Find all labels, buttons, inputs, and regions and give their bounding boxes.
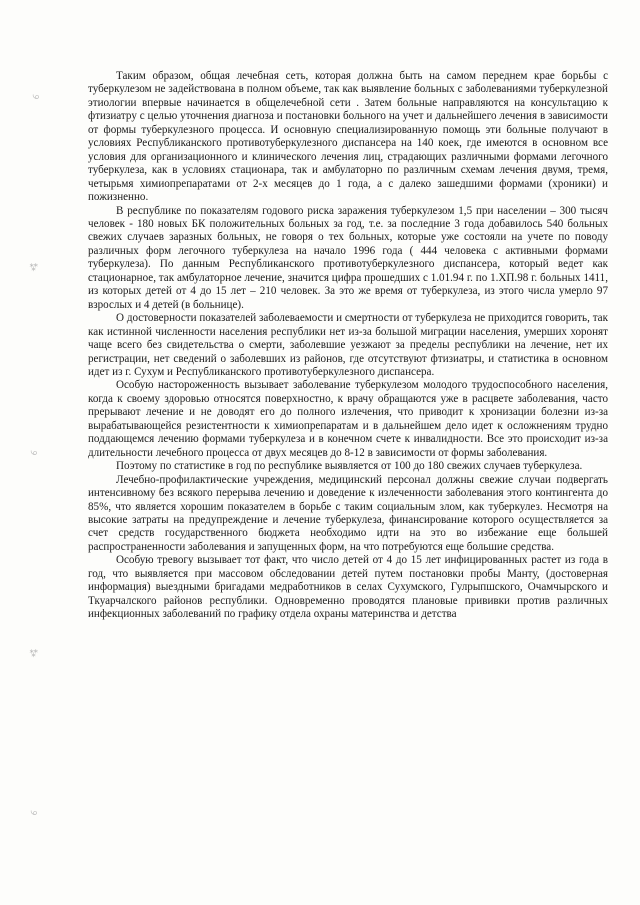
paragraph: О достоверности показателей заболеваемости и смертности от туберкулеза не приходится говорить, так как истинной численности населения республики нет из-за большой миграции населения, умерших хоронят чаще всего без свидетельства о смерти, заболевшие уезжают за пределы республики на лечение, нет их регистрации, нет сведений о заболевших из районов, где отсутствуют фтизиатры, и статистика в основном идет из г. Сухум и Республиканского противотуберкулезного диспансера. xyxy=(88,312,608,378)
paragraph: Таким образом, общая лечебная сеть, которая должна быть на самом переднем крае борьбы с туберкулезом не задействована в полном объеме, так как выявление больных с заболеваниями туберкулезной этиологии впервые начинается в общелечебной сети . Затем больные направляются на консультацию к фтизиатру с целью уточнения диагноза и постановки больного на учет и дальнейшего лечения в зависимости от формы туберкулезного процесса. И основную специализированную помощь эти больные получают в условиях Республиканского противотуберкулезного диспансера на 140 коек, где имеются в основном все условия для организационного и клинического лечения лиц, страдающих различными формами легочного туберкулеза, как в условиях стационара, так и амбулаторно по различным схемам лечения двумя, тремя, четырьмя химиопрепаратами от 2-х месяцев до 1 года, а с далеко зашедшими формами (хроники) и пожизненно. xyxy=(88,70,608,204)
margin-scribble: ⁂ xyxy=(27,260,42,274)
paragraph: Особую настороженность вызывает заболевание туберкулезом молодого трудоспособного населения, когда к своему здоровью относятся поверхностно, к врачу обращаются уже в расцвете заболевания, часто прерывают лечение и не доводят его до полного излечения, что приводит к хронизации болезни из-за вырабатывающейся резистентности к химиопрепаратам и в дальнейшем дело идет к осложнениям трудно поддающемся лечению формами туберкулеза и в конечном счете к инвалидности. Все это происходит из-за длительности лечебного процесса от двух месяцев до 8-12 в зависимости от формы заболевания. xyxy=(88,379,608,459)
margin-scribble: ⁂ xyxy=(27,646,42,660)
margin-scribble: ꕃ xyxy=(31,92,43,102)
page-edge-shadow xyxy=(4,0,5,905)
document-body xyxy=(88,70,608,622)
paragraph: Особую тревогу вызывает тот факт, что число детей от 4 до 15 лет инфицированных растет из года в год, что выявляется при массовом обследовании детей путем постановки пробы Манту, (достоверная информация) выездными бригадами медработников в селах Сухумского, Гулрыпшского, Очамчырского и Ткуарчалского районов республики. Одновременно проводятся плановые прививки против различных инфекционных заболеваний по графику отдела охраны материнства и детства xyxy=(88,554,608,621)
margin-scribble: ꕃ xyxy=(29,448,41,458)
paragraph: Лечебно-профилактические учреждения, медицинский персонал должны свежие случаи подвергать интенсивному без всякого перерыва лечению и доведение к излеченности заболевания этого контингента до 85%, что является хорошим показателем в борьбе с таким социальным злом, как туберкулез. Несмотря на высокие затраты на предупреждение и лечение туберкулеза, финансирование которого осуществляется за счет средств государственного бюджета необходимо идти на это во избежание еще большей распространенности заболевания и запущенных форм, на что потребуются еще большие средства. xyxy=(88,473,608,553)
paragraph: В республике по показателям годового риска заражения туберкулезом 1,5 при населении – 300 тысяч человек - 180 новых БК положительных больных за год, т.е. за последние 3 года добавилось 540 больных свежих случаев заразных больных, не говоря о тех больных, которые уже состояли на учете по поводу различных форм легочного туберкулеза на начало 1996 года ( 444 человека с активными формами туберкулеза). По данным Республиканского противотуберкулезного диспансера, который ведет как стационарное, так амбулаторное лечение, значится цифра прошедших с 1.01.94 г. по 1.ХП.98 г. больных 1411, из которых детей от 4 до 15 лет – 210 человек. За это же время от туберкулеза, из этого числа умерло 97 взрослых и 4 детей (в больнице). xyxy=(88,204,608,311)
paragraph: Поэтому по статистике в год по республике выявляется от 100 до 180 свежих случаев туберкулеза. xyxy=(116,460,583,473)
margin-scribble: ꕃ xyxy=(29,808,41,818)
